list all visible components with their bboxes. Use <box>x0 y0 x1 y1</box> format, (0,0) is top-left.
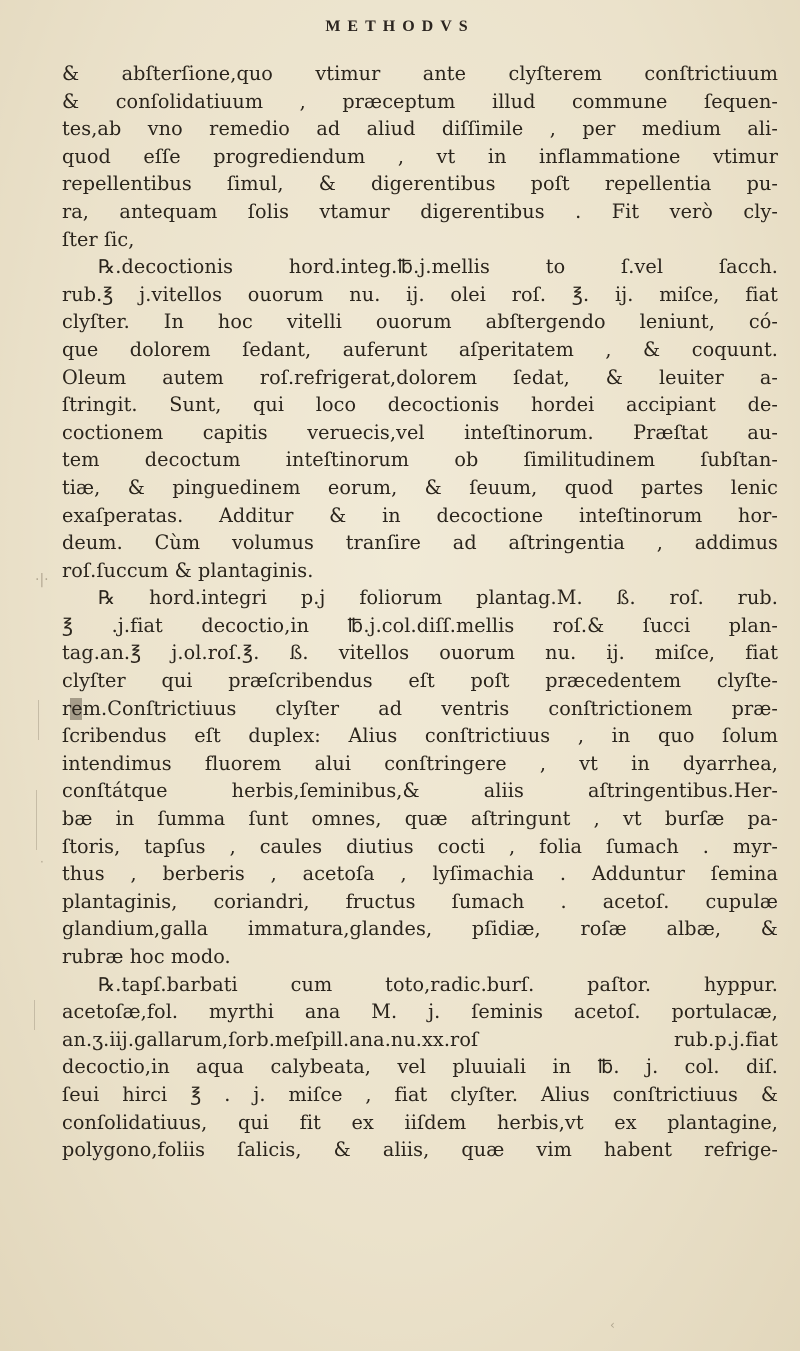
margin-ink-mark <box>38 700 39 740</box>
text-line: polygono,foliis ſalicis, & aliis, quæ vim habent refrige- <box>62 1138 778 1162</box>
text-line: rub.℥ j.vitellos ouorum nu. ij. olei roſ. ℥. ij. miſce, fiat <box>62 282 778 306</box>
text-line: tag.an.℥ j.ol.roſ.℥. ß. vitellos ouorum nu. ij. miſce, fiat <box>62 641 778 665</box>
text-line: tes,ab vno remedio ad aliud diſſimile , per medium ali- <box>62 117 778 141</box>
text-line: thus , berberis , acetoſa , lyſimachia . Adduntur ſemina <box>62 862 778 886</box>
text-line: glandium,galla immatura,glandes, pſidiæ, roſæ albæ, & <box>62 917 778 941</box>
text-line: acetoſæ,fol. myrthi ana M. j. ſeminis acetoſ. portulacæ, <box>62 1000 778 1024</box>
margin-ink-mark: ·|· <box>35 572 49 588</box>
text-line: coctionem capitis veruecis,vel inteſtinorum. Præſtat au- <box>62 420 778 444</box>
running-head: METHODVS <box>325 18 475 35</box>
text-line: tem decoctum inteſtinorum ob ſimilitudinem ſubſtan- <box>62 448 778 472</box>
text-line: exaſperatas. Additur & in decoctione inteſtinorum hor- <box>62 503 778 527</box>
text-line: & abſterſione,quo vtimur ante clyſterem conſtrictiuum <box>62 62 778 85</box>
text-line: ℥ .j.fiat decoctio,in ℔.j.col.diſſ.mellis roſ.& ſucci plan- <box>62 613 778 637</box>
margin-ink-mark: ‹ <box>610 1318 615 1332</box>
text-line: conſtátque herbis,ſeminibus,& aliis aſtringentibus.Her- <box>62 779 778 803</box>
text-line: deum. Cùm volumus tranſire ad aſtringentia , addimus <box>62 531 778 555</box>
text-line: ſeui hirci ℥ . j. miſce , fiat clyſter. Alius conſtrictiuus & <box>62 1082 778 1106</box>
text-line: bæ in ſumma ſunt omnes, quæ aſtringunt , vt burſæ pa- <box>62 807 778 831</box>
text-line: quod eſſe progrediendum , vt in inflammatione vtimur <box>62 144 778 168</box>
text-line: roſ.ſuccum & plantaginis. <box>62 558 314 582</box>
text-line: intendimus fluorem alui conſtringere , vt in dyarrhea, <box>62 751 778 775</box>
text-line: ℞.decoctionis hord.integ.℔.j.mellis to ſ.vel ſacch. <box>98 255 778 279</box>
text-line: ſtoris, tapſus , caules diutius cocti , folia ſumach . myr- <box>62 834 778 858</box>
text-line: repellentibus ſimul, & digerentibus poſt repellentia pu- <box>62 172 778 196</box>
margin-ink-mark <box>36 790 37 850</box>
text-line: ſtringit. Sunt, qui loco decoctionis hordei accipiant de- <box>62 393 778 417</box>
text-line: & conſolidatiuum , præceptum illud commune ſequen- <box>62 89 778 113</box>
text-line: Oleum autem roſ.refrigerat,dolorem ſedat, & leuiter a- <box>62 365 778 389</box>
margin-ink-mark <box>34 1000 35 1030</box>
text-line: ſter ſic, <box>62 227 135 251</box>
text-line: rubræ hoc modo. <box>62 945 231 968</box>
text-line: clyſter. In hoc vitelli ouorum abſtergendo leniunt, có- <box>62 310 778 334</box>
text-line: decoctio,in aqua calybeata, vel pluuiali in ℔. j. col. diſ. <box>62 1055 778 1079</box>
text-line: clyſter qui præſcribendus eſt poſt præcedentem clyſte- <box>62 669 778 693</box>
text-line: plantaginis, coriandri, fructus ſumach . acetoſ. cupulæ <box>62 889 778 913</box>
text-line: ℞.tapſ.barbati cum toto,radic.burſ. paſtor. hyppur. <box>98 972 778 996</box>
body-text <box>62 60 778 1164</box>
text-line: conſolidatiuus, qui fit ex iiſdem herbis,vt ex plantagine, <box>62 1110 778 1134</box>
text-line: ſcribendus eſt duplex: Alius conſtrictiuus , in quo ſolum <box>62 724 778 748</box>
text-line: ra, antequam ſolis vtamur digerentibus . Fit verò cly- <box>62 199 778 223</box>
margin-ink-mark: · <box>40 855 44 869</box>
text-line: an.ʒ.iij.gallarum,ſorb.meſpill.ana.nu.xx.roſ rub.p.j.fiat <box>62 1027 778 1051</box>
text-line: ℞ hord.integri p.j foliorum plantag.M. ß. roſ. rub. <box>98 586 778 610</box>
text-line: rem.Conſtrictiuus clyſter ad ventris conſtrictionem præ- <box>62 696 778 720</box>
text-line: tiæ, & pinguedinem eorum, & ſeuum, quod partes lenic <box>62 475 778 499</box>
text-line: que dolorem ſedant, auferunt aſperitatem , & coquunt. <box>62 337 778 361</box>
